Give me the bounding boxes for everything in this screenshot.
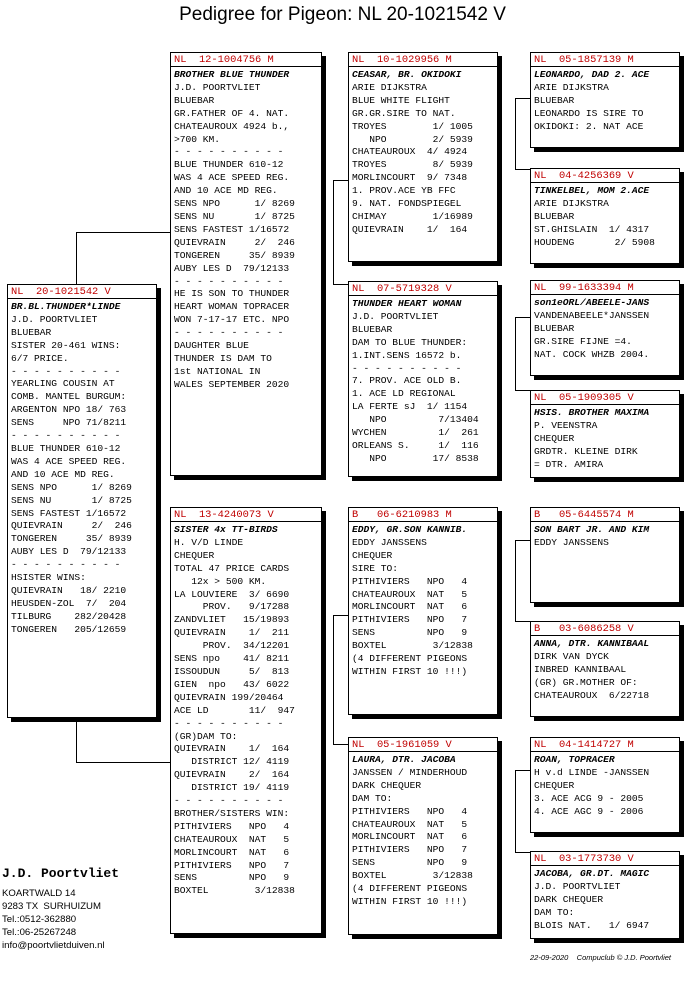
connector-line [515,169,530,170]
card-body [171,67,321,392]
pigeon-name: HSIS. BROTHER MAXIMA [534,407,650,418]
connector-line [515,390,530,391]
connector-line [333,615,334,744]
pedigree-line: YEARLING COUSIN AT [11,378,115,390]
pedigree-line: SENS NPO 1/ 8269 [11,481,132,493]
pedigree-line: 4. ACE AGC 9 - 2006 [534,805,644,817]
pedigree-line: 6/7 PRICE. [11,352,69,364]
pedigree-line: CHEQUER [534,432,575,444]
pedigree-line: QUIEVRAIN 2/ 246 [11,520,132,532]
pedigree-line: CHATEAUROUX 6/22718 [534,689,650,701]
paternal-grandsire-card [348,52,498,262]
pedigree-line: QUIEVRAIN 1/ 164 [352,223,468,235]
card-body [531,295,679,362]
pedigree-line: QUIEVRAIN 1/ 211 [174,627,290,639]
pedigree-line: MORLINCOURT NAT 6 [174,846,290,858]
breeder-city: 9283 TX SURHUIZUM [2,901,101,912]
ring-number: NL 03-1773730 V [531,852,679,866]
pigeon-name: SON BART JR. AND KIM [534,524,650,535]
pedigree-line: HSISTER WINS: [11,572,86,584]
pedigree-line: PITHIVIERS NPO 4 [352,575,468,587]
pedigree-line: WITHIN FIRST 10 !!!) [352,665,468,677]
pedigree-line: MORLINCOURT 9/ 7348 [352,172,468,184]
great-grandparent-card [530,390,680,478]
pedigree-line: BOXTEL 3/12838 [352,870,473,882]
pedigree-line: ARGENTON NPO 18/ 763 [11,404,127,416]
maternal-granddam-card [348,737,498,935]
pedigree-line: - - - - - - - - - - [174,327,284,339]
pedigree-line: - - - - - - - - - - [174,795,284,807]
pedigree-line: NPO 17/ 8538 [352,452,479,464]
pedigree-line: TONGEREN 35/ 8939 [11,533,132,545]
pedigree-line: PROV. 9/17288 [174,601,290,613]
pedigree-line: MORLINCOURT NAT 6 [352,601,468,613]
breeder-email[interactable]: info@poortvlietduiven.nl [2,940,105,951]
great-grandparent-card [530,52,680,148]
breeder-name: J.D. Poortvliet [2,866,120,881]
pedigree-line: INBRED KANNIBAAL [534,663,627,675]
great-grandparent-card [530,168,680,264]
pedigree-line: HEUSDEN-ZOL 7/ 204 [11,597,127,609]
pedigree-line: CHATEAUROUX 4/ 4924 [352,146,468,158]
pedigree-line: THUNDER IS DAM TO [174,352,272,364]
pedigree-line: 12x > 500 KM. [174,575,267,587]
ring-number: NL 05-1909305 V [531,391,679,405]
pedigree-line: GIEN npo 43/ 6022 [174,678,290,690]
pigeon-name: LEONARDO, DAD 2. ACE [534,69,650,80]
footer-copyright: 22-09-2020 Compuclub © J.D. Poortvliet [529,953,671,962]
pedigree-line: QUIEVRAIN 18/ 2210 [11,584,127,596]
ring-number: B 03-6086258 V [531,622,679,636]
pedigree-line: 1st NATIONAL IN [174,365,261,377]
pigeon-name: TINKELBEL, MOM 2.ACE [534,185,650,196]
pedigree-line: ARIE DIJKSTRA [534,197,609,209]
breeder-mobile: Tel.:06-25267248 [2,927,77,938]
pedigree-line: ST.GHISLAIN 1/ 4317 [534,223,650,235]
pedigree-line: SENS FASTEST 1/16572 [11,507,127,519]
pedigree-line: AND 10 ACE MD REG. [174,185,278,197]
connector-line [515,317,530,318]
pigeon-name: THUNDER HEART WOMAN [352,298,462,309]
pedigree-line: EDDY JANSSENS [534,536,609,548]
pedigree-line: BLOIS NAT. 1/ 6947 [534,919,650,931]
page-title: Pedigree for Pigeon: NL 20-1021542 V [179,4,506,25]
pedigree-line: - - - - - - - - - - [11,430,121,442]
pedigree-line: JANSSEN / MINDERHOUD [352,766,468,778]
pedigree-line: WAS 4 ACE SPEED REG. [174,172,290,184]
pedigree-line: J.D. POORTVLIET [352,310,439,322]
pedigree-line: H. V/D LINDE [174,536,244,548]
card-body [8,299,156,637]
pedigree-line: J.D. POORTVLIET [11,313,98,325]
connector-line [333,180,348,181]
card-body [349,752,497,909]
pedigree-line: ZANDVLIET 15/19893 [174,614,290,626]
ring-number: B 06-6210983 M [349,508,497,522]
pedigree-line: 1. ACE LD REGIONAL [352,388,456,400]
pedigree-line: TROYES 8/ 5939 [352,159,473,171]
pedigree-line: BLUE THUNDER 610-12 [174,159,284,171]
pigeon-name: EDDY, GR.SON KANNIB. [352,524,468,535]
ring-number: NL 04-4256369 V [531,169,679,183]
pedigree-line: BLUE WHITE FLIGHT [352,94,450,106]
pedigree-line: H v.d LINDE -JANSSEN [534,766,650,778]
pedigree-line: DISTRICT 19/ 4119 [174,782,290,794]
pigeon-name: son1eORL/ABEELE-JANS [534,297,650,308]
pedigree-line: TILBURG 282/20428 [11,610,127,622]
connector-line [515,540,516,621]
pedigree-line: COMB. MANTEL BURGUM: [11,391,127,403]
pedigree-line: SENS NU 1/ 8725 [11,494,132,506]
pedigree-line: PITHIVIERS NPO 7 [352,614,468,626]
pedigree-line: ACE LD 11/ 947 [174,704,295,716]
pedigree-line: OKIDOKI: 2. NAT ACE [534,120,644,132]
connector-line [515,852,530,853]
pedigree-line: (GR)DAM TO: [174,730,238,742]
pigeon-name: BROTHER BLUE THUNDER [174,69,290,80]
pedigree-line: DIRK VAN DYCK [534,650,609,662]
pedigree-line: CHATEAUROUX NAT 5 [352,588,468,600]
pedigree-line: - - - - - - - - - - [352,362,462,374]
pedigree-line: QUIEVRAIN 1/ 164 [174,743,290,755]
pedigree-line: BOXTEL 3/12838 [174,885,295,897]
pedigree-line: AND 10 ACE MD REG. [11,468,115,480]
great-grandparent-card [530,737,680,833]
pedigree-line: WAS 4 ACE SPEED REG. [11,455,127,467]
ring-number: NL 07-5719328 V [349,282,497,296]
pedigree-line: >700 KM. [174,133,221,145]
pedigree-line: DAM TO BLUE THUNDER: [352,336,468,348]
paternal-granddam-card [348,281,498,477]
pigeon-name: CEASAR, BR. OKIDOKI [352,69,462,80]
pedigree-line: TONGEREN 35/ 8939 [174,249,295,261]
pedigree-line: - - - - - - - - - - [11,559,121,571]
connector-line [76,718,77,762]
card-body [531,866,679,933]
connector-line [515,317,516,390]
ring-number: NL 04-1414727 M [531,738,679,752]
pedigree-line: WALES SEPTEMBER 2020 [174,378,290,390]
connector-line [333,744,348,745]
pigeon-name: BR.BL.THUNDER*LINDE [11,301,121,312]
ring-number: B 05-6445574 M [531,508,679,522]
connector-line [515,770,530,771]
pigeon-name: ROAN, TOPRACER [534,754,615,765]
pedigree-line: GRDTR. KLEINE DIRK [534,445,638,457]
pedigree-line: BLUEBAR [534,322,575,334]
pedigree-line: SENS NPO 9 [352,627,468,639]
pedigree-line: SENS npo 41/ 8211 [174,653,290,665]
pedigree-line: EDDY JANSSENS [352,536,427,548]
pedigree-line: 1.INT.SENS 16572 b. [352,349,462,361]
pedigree-line: PITHIVIERS NPO 4 [352,805,468,817]
pedigree-line: DAUGHTER BLUE [174,340,249,352]
pedigree-line: LA FERTE sJ 1/ 1154 [352,401,468,413]
connector-line [515,98,530,99]
great-grandparent-card [530,507,680,603]
connector-line [333,180,334,284]
pedigree-line: DISTRICT 12/ 4119 [174,756,290,768]
pedigree-line: GR.GR.SIRE TO NAT. [352,107,456,119]
pedigree-line: BLUEBAR [534,94,575,106]
pedigree-line: CHEQUER [174,549,215,561]
pedigree-line: BLUEBAR [352,323,393,335]
pedigree-line: BROTHER/SISTERS WIN: [174,807,290,819]
pedigree-line: HE IS SON TO THUNDER [174,288,290,300]
pedigree-line: AUBY LES D 79/12133 [174,262,290,274]
pedigree-line: BLUEBAR [174,94,215,106]
pedigree-line: 3. ACE ACG 9 - 2005 [534,792,644,804]
pedigree-line: BLUE THUNDER 610-12 [11,442,121,454]
connector-line [76,762,170,763]
pedigree-line: CHATEAUROUX NAT 5 [352,818,468,830]
pigeon-name: SISTER 4x TT-BIRDS [174,524,278,535]
pedigree-line: SENS NU 1/ 8725 [174,210,295,222]
pedigree-line: SIRE TO: [352,562,399,574]
pedigree-line: GR.SIRE FIJNE =4. [534,335,632,347]
pedigree-line: 9. NAT. FONDSPIEGEL [352,198,462,210]
pedigree-line: QUIEVRAIN 199/20464 [174,691,284,703]
card-body [171,522,321,898]
ring-number: NL 99-1633394 M [531,281,679,295]
pedigree-line: QUIEVRAIN 2/ 246 [174,236,295,248]
pedigree-line: WYCHEN 1/ 261 [352,427,479,439]
pedigree-line: PROV. 34/12201 [174,640,290,652]
pedigree-line: TROYES 1/ 1005 [352,120,473,132]
pedigree-line: ISSOUDUN 5/ 813 [174,665,290,677]
pedigree-line: PITHIVIERS NPO 7 [352,844,468,856]
breeder-info [2,866,119,952]
card-body [531,405,679,472]
pedigree-line: HEART WOMAN TOPRACER [174,301,290,313]
breeder-phone: Tel.:0512-362880 [2,914,77,925]
breeder-address: KOARTWALD 14 [2,888,76,899]
pedigree-line: - - - - - - - - - - [11,365,121,377]
great-grandparent-card [530,280,680,376]
sire-card [170,52,322,476]
pedigree-line: = DTR. AMIRA [534,458,604,470]
pedigree-line: DAM TO: [534,906,575,918]
pedigree-line: CHATEAUROUX 4924 b., [174,120,290,132]
pedigree-line: BLUEBAR [11,326,52,338]
pedigree-line: PITHIVIERS NPO 7 [174,859,290,871]
ring-number: NL 12-1004756 M [171,53,321,67]
pedigree-line: CHEQUER [352,549,393,561]
pedigree-line: NPO 2/ 5939 [352,133,473,145]
pedigree-line: GR.FATHER OF 4. NAT. [174,107,290,119]
pedigree-line: P. VEENSTRA [534,419,598,431]
pedigree-line: HOUDENG 2/ 5908 [534,236,655,248]
card-body [531,67,679,134]
card-body [531,752,679,819]
ring-number: NL 20-1021542 V [8,285,156,299]
pedigree-line: CHEQUER [534,779,575,791]
pedigree-line: (4 DIFFERENT PIGEONS [352,653,468,665]
connector-line [515,540,530,541]
pedigree-line: ARIE DIJKSTRA [534,81,609,93]
ring-number: NL 05-1857139 M [531,53,679,67]
pedigree-line: DARK CHEQUER [352,779,422,791]
ring-number: NL 13-4240073 V [171,508,321,522]
card-body [531,636,679,703]
pedigree-line: CHIMAY 1/16989 [352,210,473,222]
pedigree-line: SENS FASTEST 1/16572 [174,223,290,235]
pedigree-line: AUBY LES D 79/12133 [11,546,127,558]
pedigree-line: 7. PROV. ACE OLD B. [352,375,462,387]
great-grandparent-card [530,621,680,717]
pigeon-name: JACOBA, GR.DT. MAGIC [534,868,650,879]
pedigree-line: LA LOUVIERE 3/ 6690 [174,588,290,600]
card-body [531,522,679,550]
pedigree-line: SENS NPO 9 [352,857,468,869]
pedigree-line: WITHIN FIRST 10 !!!) [352,895,468,907]
ring-number: NL 10-1029956 M [349,53,497,67]
pedigree-line: SISTER 20-461 WINS: [11,339,121,351]
subject-pigeon-card [7,284,157,718]
pedigree-line: TONGEREN 205/12659 [11,623,127,635]
pedigree-line: BOXTEL 3/12838 [352,640,473,652]
pedigree-line: NPO 7/13404 [352,414,479,426]
connector-line [333,615,348,616]
pedigree-line: SENS NPO 1/ 8269 [174,198,295,210]
pedigree-line: MORLINCOURT NAT 6 [352,831,468,843]
pedigree-line: QUIEVRAIN 2/ 164 [174,769,290,781]
pedigree-line: ARIE DIJKSTRA [352,81,427,93]
card-body [349,67,497,237]
maternal-grandsire-card [348,507,498,715]
pigeon-name: ANNA, DTR. KANNIBAAL [534,638,650,649]
pedigree-line: TOTAL 47 PRICE CARDS [174,562,290,574]
great-grandparent-card [530,851,680,939]
pedigree-line: J.D. POORTVLIET [534,880,621,892]
dam-card [170,507,322,934]
pedigree-line: (4 DIFFERENT PIGEONS [352,883,468,895]
card-body [531,183,679,250]
pedigree-line: SENS NPO 71/8211 [11,417,127,429]
connector-line [515,621,530,622]
pedigree-line: LEONARDO IS SIRE TO [534,107,644,119]
pedigree-line: WON 7-17-17 ETC. NPO [174,314,290,326]
connector-line [515,770,516,852]
pedigree-line: - - - - - - - - - - [174,146,284,158]
pigeon-name: LAURA, DTR. JACOBA [352,754,456,765]
pedigree-line: - - - - - - - - - - [174,275,284,287]
pedigree-line: DARK CHEQUER [534,893,604,905]
ring-number: NL 05-1961059 V [349,738,497,752]
connector-line [333,284,348,285]
pedigree-line: CHATEAUROUX NAT 5 [174,833,290,845]
pedigree-line: BLUEBAR [534,210,575,222]
pedigree-line: DAM TO: [352,792,393,804]
pedigree-line: VANDENABEELE*JANSSEN [534,309,650,321]
card-body [349,296,497,466]
pedigree-line: J.D. POORTVLIET [174,81,261,93]
pedigree-line: 1. PROV.ACE YB FFC [352,185,456,197]
pedigree-line: - - - - - - - - - - [174,717,284,729]
pedigree-line: PITHIVIERS NPO 4 [174,820,290,832]
pedigree-line: NAT. COCK WHZB 2004. [534,348,650,360]
card-body [349,522,497,679]
pedigree-line: (GR) GR.MOTHER OF: [534,676,638,688]
connector-line [76,232,170,233]
connector-line [76,232,77,284]
pedigree-line: ORLEANS S. 1/ 116 [352,439,479,451]
pedigree-line: SENS NPO 9 [174,872,290,884]
connector-line [515,98,516,169]
